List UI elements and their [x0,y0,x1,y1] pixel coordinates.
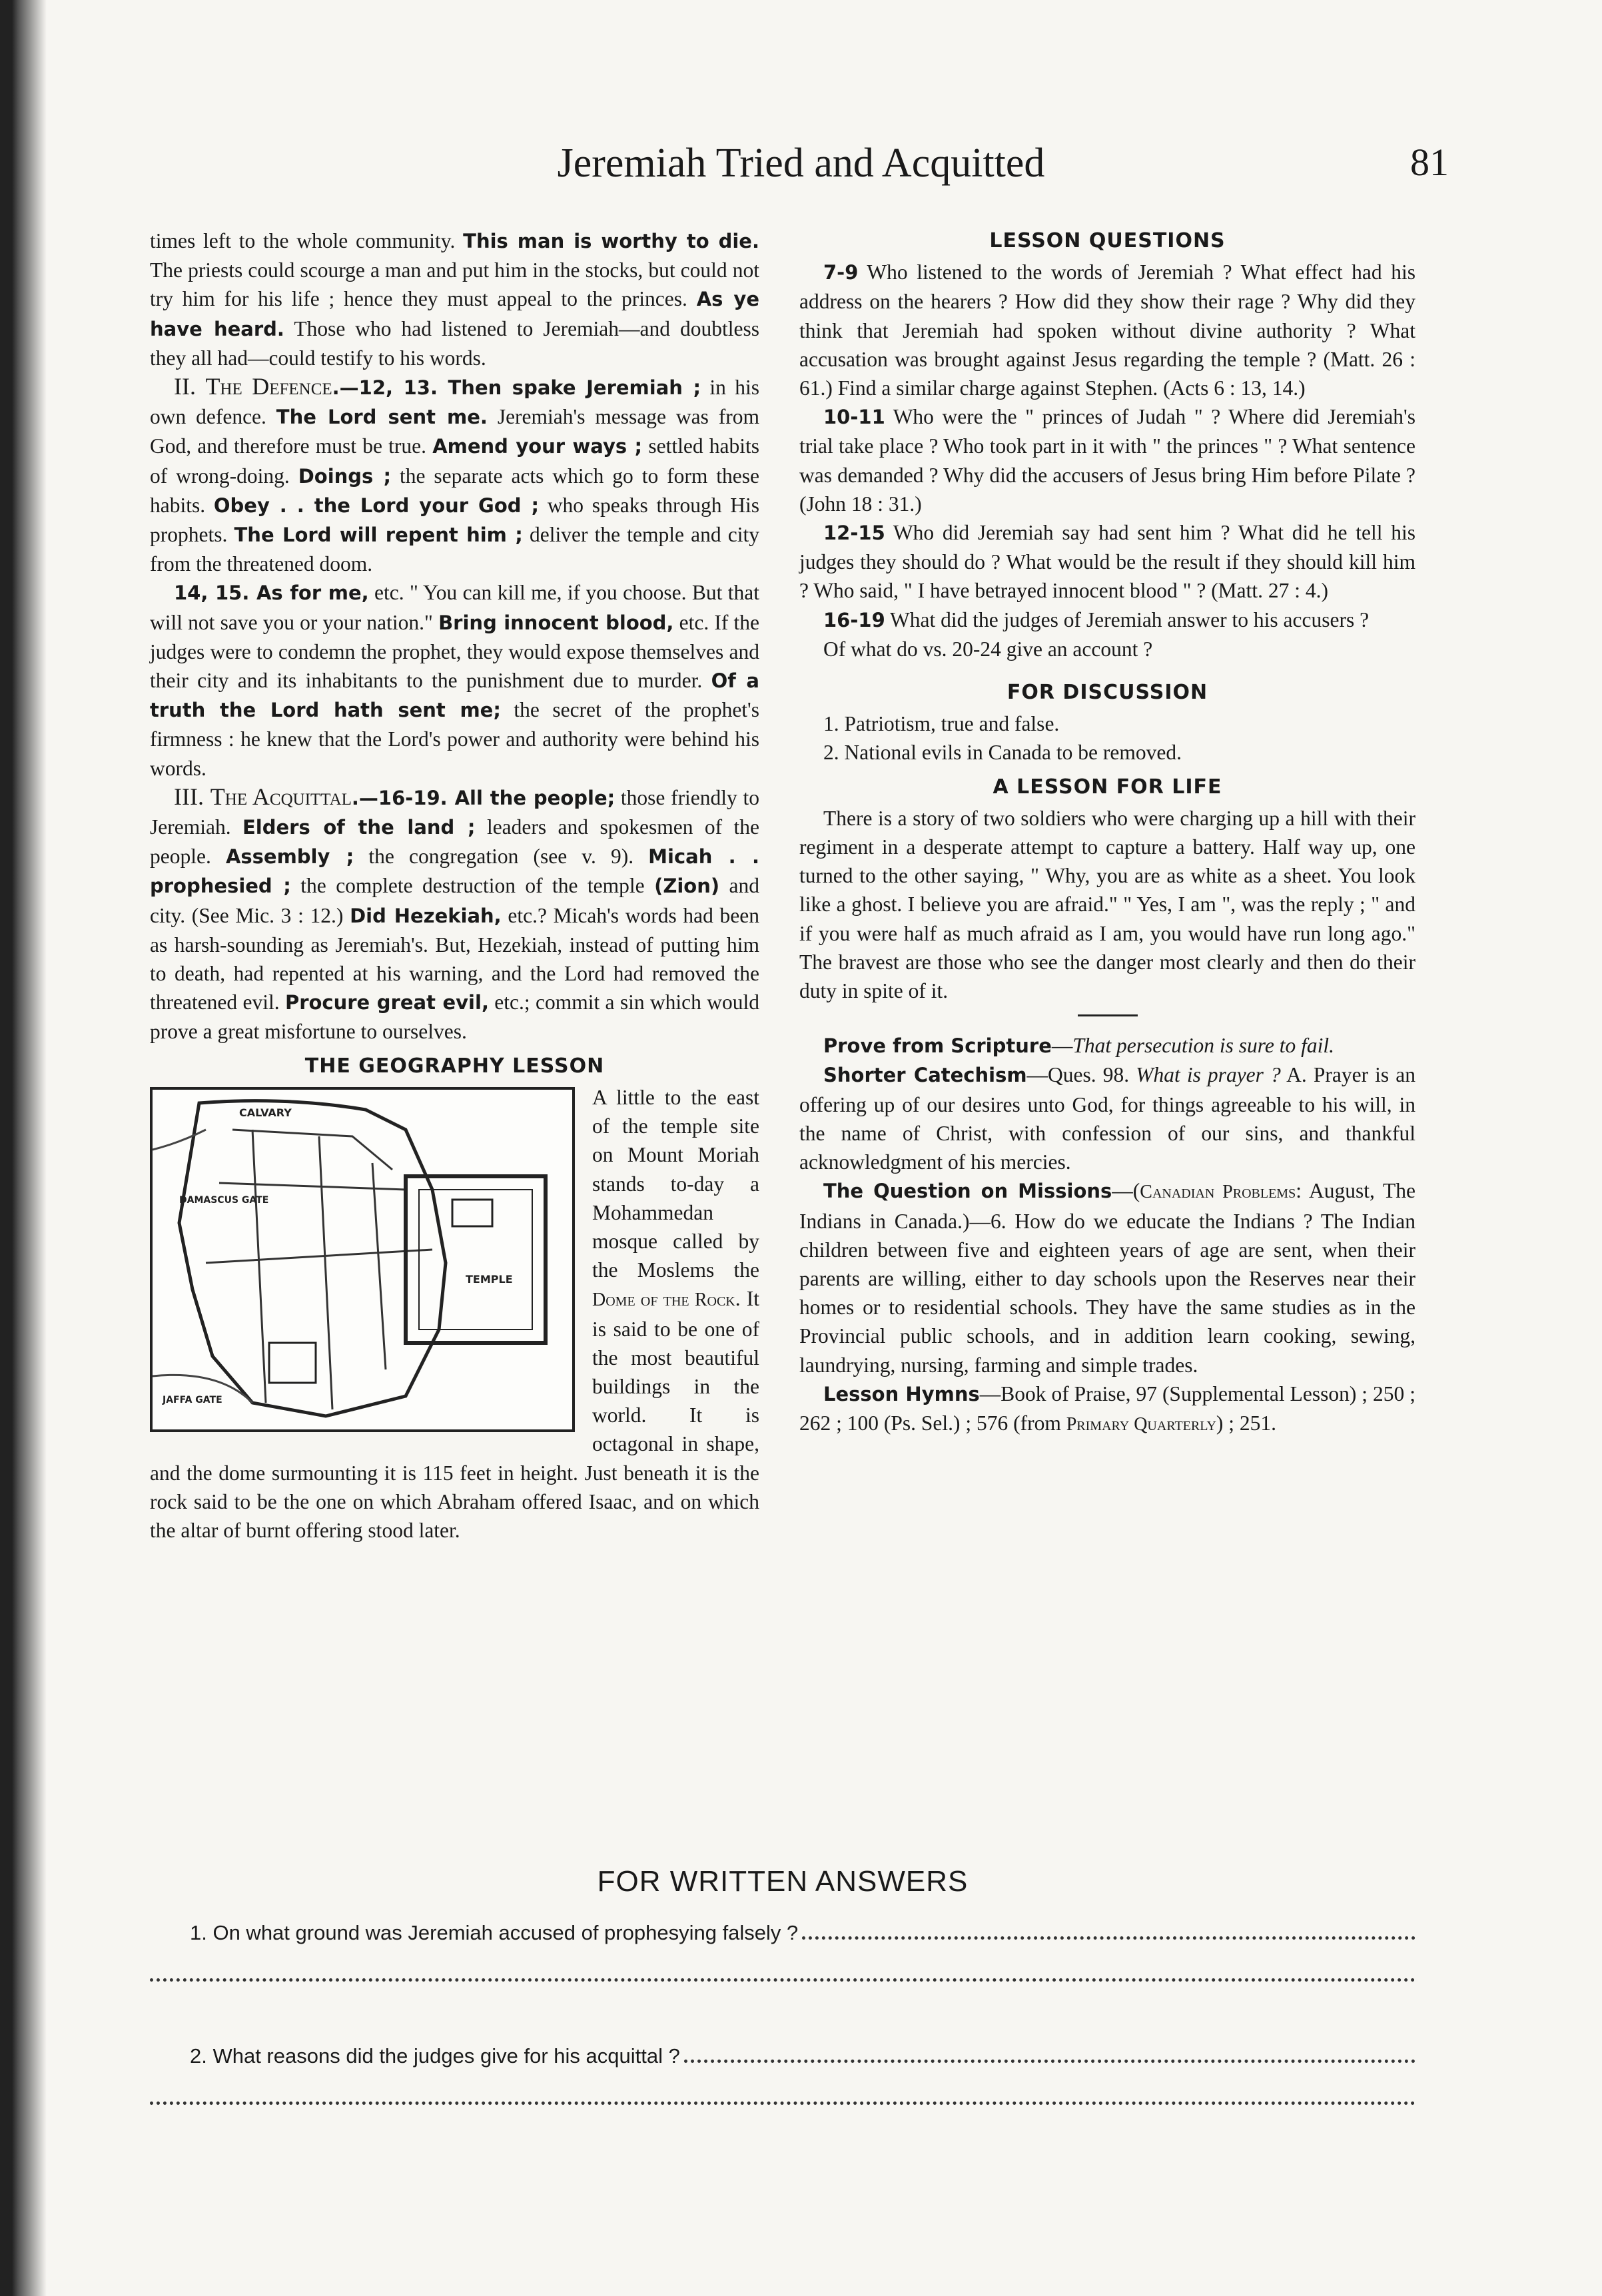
lesson-for-life-text: There is a story of two soldiers who were charging up a hill with their regiment in a desperate attempt to capture a battery. Half way up, one turned to the other saying, " Why, you are as white as a sheet. You look like a ghost. I believe you are afraid." " Yes, I am ", was the reply ; " and if you were half as much afraid as I am, you would have run long ago." The bravest are those who see the danger most clearly and then do their duty in spite of it. [799,806,1415,1003]
question-on-missions: The Question on Missions—(Canadian Problems: August, The Indians in Canada.)—6. How do we educate the Indians ? The Indian children between five and eighteen years of age are sent, when their parents are willing, either to day schools upon the Reserves near their homes or to residential schools. They have the same studies as in the Provincial public schools, and in addition learn cooking, sewing, laundrying, nursing, farming and simple trades. [799,1179,1415,1377]
paragraph-acquittal: III. The Acquittal.—16-19. All the people; those friendly to Jeremiah. Elders of the land ; leaders and spokesmen of the people. Assembly ; the congregation (see v. 9). Micah . . prophesied ; the complete destruction of the temple (Zion) and city. (See Mic. 3 : 12.) Did Hezekiah, etc.? Micah's words had been as harsh-sounding as Jeremiah's. But, Hezekiah, instead of putting him to death, had repented at his warning, and the Lord had removed the threatened evil. Procure great evil, etc.; commit a sin which would prove a great misfortune to ourselves. [150,783,760,1044]
paragraph-defence: II. The Defence.—12, 13. Then spake Jeremiah ; in his own defence. The Lord sent me. Jeremiah's message was from God, and therefore must be true. Amend your ways ; settled habits of wrong-doing. Doings ; the separate acts which go to form these habits. Obey . . the Lord your God ; who speaks through His prophets. The Lord will repent him ; deliver the temple and city from the threatened doom. [150,373,759,576]
page-number: 81 [1410,141,1449,184]
map-label-calvary: CALVARY [239,1106,292,1119]
answer-line[interactable] [150,2068,1415,2105]
map-label-temple: TEMPLE [466,1272,513,1286]
geography-text: A little to the east of the temple site on Mount Moriah stands to-day a Mohammedan mosque called by the Moslems the Dome of the Rock. It is said to be one of the most beautiful buildings in the world. It is octagonal in shape, and the dome surmounting it is 115 feet in height. Just beneath it is the rock said to be the one on which Abraham offered Isaac, and on which the altar of burnt offering stood later. [150,1085,759,1542]
jerusalem-map [150,1087,575,1432]
divider-rule [1078,1014,1138,1016]
page-edge-shadow [0,0,47,2296]
lesson-hymns: Lesson Hymns—Book of Praise, 97 (Supplemental Lesson) ; 250 ; 262 ; 100 (Ps. Sel.) ; 576 (from Primary Quarterly) ; 251. [799,1381,1415,1435]
answer-line[interactable] [684,2060,1415,2063]
written-question-1: 1. On what ground was Jeremiah accused of prophesying falsely ? [190,1912,1415,1945]
prove-from-scripture: Prove from Scripture—That persecution is sure to fail. [823,1034,1334,1058]
written-answers-section [150,1865,1415,2158]
map-label-damascus-gate: DAMASCUS GATE [179,1194,269,1206]
lesson-questions-heading: LESSON QUESTIONS [989,229,1226,252]
section-heading-acquittal: The Acquittal [210,783,352,810]
map-illustration [153,1090,572,1429]
answer-line[interactable] [802,1936,1415,1940]
lesson-question-item: 10-11 Who were the " princes of Judah " ? Where did Jeremiah's trial take place ? Who took part in it with " the princes " ? What sentence was demanded ? Why did the accusers of Jesus bring Him before Pilate ? (John 18 : 31.) [799,405,1415,516]
discussion-item: 1. Patriotism, true and false. [823,712,1060,736]
discussion-heading: FOR DISCUSSION [1006,681,1208,705]
geography-heading: THE GEOGRAPHY LESSON [304,1054,605,1078]
paragraph-verses-14-15: 14, 15. As for me, etc. " You can kill me, if you choose. But that will not save you or your nation." Bring innocent blood, etc. If the judges were to condemn the prophet, they would expose themselves and their city and its inhabitants to the punishment due to murder. Of a truth the Lord hath sent me; the secret of the prophet's firmness : he knew that the Lord's power and authority were behind his words. [150,581,759,780]
shorter-catechism: Shorter Catechism—Ques. 98. What is prayer ? A. Prayer is an offering up of our desires unto God, for things agreeable to his will, in the name of Christ, with confession of our sins, and thankful acknowledgment of his mercies. [799,1063,1415,1174]
running-title: Jeremiah Tried and Acquitted [557,141,1045,186]
page-header [153,140,1449,200]
written-question-2: 2. What reasons did the judges give for his acquittal ? [190,2035,1415,2068]
answer-line[interactable] [150,1945,1415,1982]
written-answers-title: FOR WRITTEN ANSWERS [597,1865,969,1898]
lesson-question-item: 12-15 Who did Jeremiah say had sent him ? What did he tell his judges they should do ? What would be the result if they should kill him ? Who said, " I have betrayed innocent blood " ? (Matt. 27 : 4.) [799,521,1415,603]
discussion-item: 2. National evils in Canada to be removed. [823,741,1182,765]
map-label-jaffa-gate: JAFFA GATE [163,1394,222,1405]
geography-section [150,1083,759,1545]
lesson-question-last: Of what do vs. 20-24 give an account ? [823,637,1153,661]
lesson-question-item: 7-9 Who listened to the words of Jeremiah ? What effect had his address on the hearers ? How did they show their rage ? Why did they think that Jeremiah had spoken without divine authority ? What accusation was brought against Jesus regarding the temple ? (Matt. 26 : 61.) Find a similar charge against Stephen. (Acts 6 : 13, 14.) [799,260,1415,400]
right-column [799,226,1415,1439]
lesson-question-item: 16-19 What did the judges of Jeremiah answer to his accusers ? [823,607,1370,631]
paragraph-intro: times left to the whole community. This man is worthy to die. The priests could scourge a man and put him in the stocks, but could not try him for his life ; hence they must appeal to the princes. As ye have heard. Those who had listened to Jeremiah—and doubtless they all had—could testify to his words. [150,229,759,370]
section-heading-defence: The Defence [205,373,332,400]
left-column [150,226,759,1545]
lesson-for-life-heading: A LESSON FOR LIFE [993,775,1222,799]
